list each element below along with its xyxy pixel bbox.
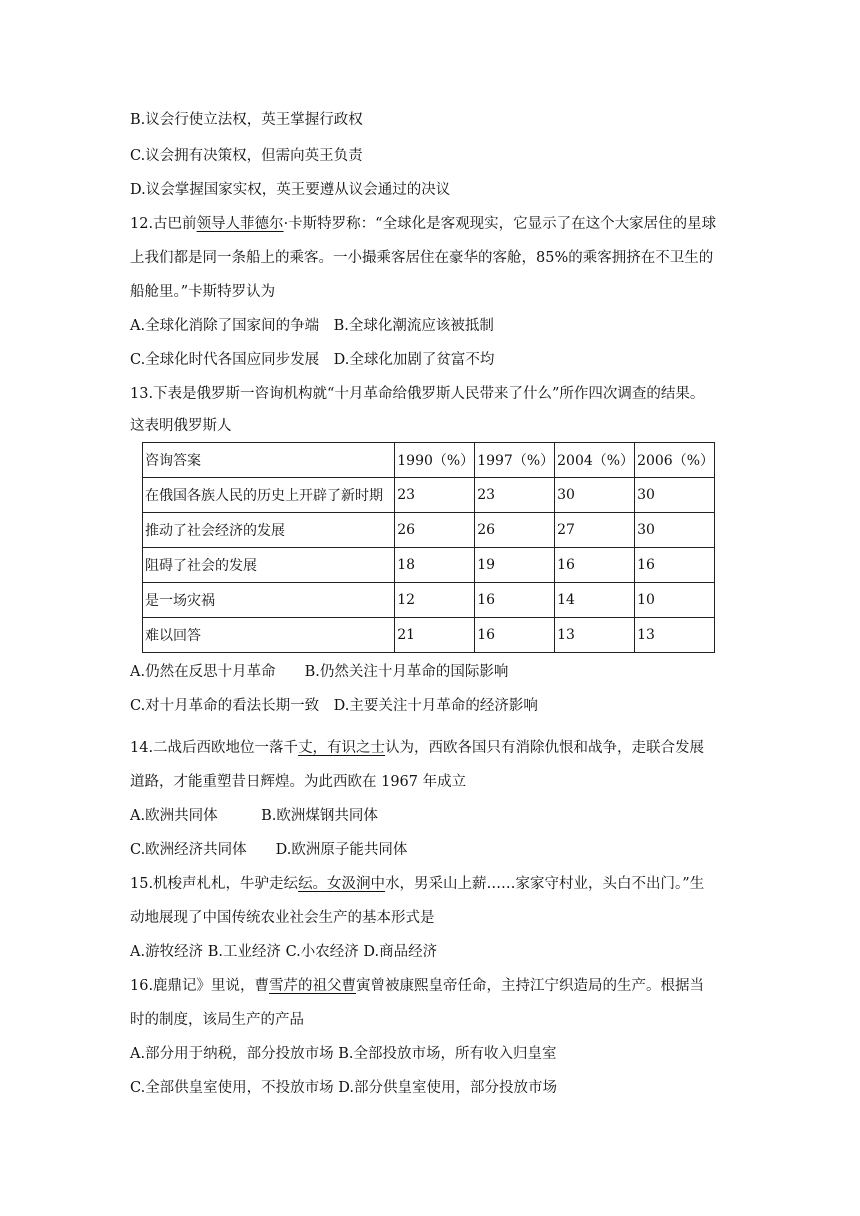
table-cell: 推动了社会经济的发展 <box>143 513 395 548</box>
q13-options-ab: A.仍然在反思十月革命 B.仍然关注十月革命的国际影响 <box>130 664 509 680</box>
table-cell: 21 <box>395 618 475 653</box>
table-cell: 18 <box>395 548 475 583</box>
q15-underlined-text: 纭。女汲涧中 <box>298 876 386 892</box>
q16-stem-line-2: 时的制度，该局生产的产品 <box>130 1012 304 1028</box>
q13-stem-line-1: 13.下表是俄罗斯一咨询机构就“十月革命给俄罗斯人民带来了什么”所作四次调查的结果。 <box>130 386 705 402</box>
table-cell: 23 <box>475 478 555 513</box>
q16-underlined-text: 雪芹的祖父曹 <box>269 978 357 994</box>
q16-options-ab: A.部分用于纳税，部分投放市场 B.全部投放市场，所有收入归皇室 <box>130 1046 557 1062</box>
q14-stem-line-2: 道路，才能重塑昔日辉煌。为此西欧在 1967 年成立 <box>130 774 467 790</box>
q15-stem-line-1 <box>130 874 704 894</box>
table-cell: 10 <box>635 583 715 618</box>
q14-stem-line-1 <box>130 738 704 758</box>
table-cell: 30 <box>555 478 635 513</box>
table-row <box>143 548 715 583</box>
table-cell: 14 <box>555 583 635 618</box>
table-cell: 13 <box>635 618 715 653</box>
table-cell: 阻碍了社会的发展 <box>143 548 395 583</box>
q14-underlined-text: 丈，有识之士 <box>298 740 386 756</box>
table-cell: 16 <box>555 548 635 583</box>
q13-stem-line-2: 这表明俄罗斯人 <box>130 418 232 434</box>
table-cell: 13 <box>555 618 635 653</box>
q16-stem-line-1 <box>130 976 704 996</box>
table-cell: 16 <box>635 548 715 583</box>
table-header-cell: 1990（%） <box>395 443 475 478</box>
q12-stem-line-3: 船舱里。”卡斯特罗认为 <box>130 284 276 300</box>
q12-stem-text: ·卡斯特罗称：“全球化是客观现实，它显示了在这个大家居住的星球 <box>283 216 717 232</box>
table-header-cell: 1997（%） <box>475 443 555 478</box>
table-header-cell: 2004（%） <box>555 443 635 478</box>
q12-stem-line-1 <box>130 214 716 234</box>
table-cell: 12 <box>395 583 475 618</box>
q16-stem-text: 寅曾被康熙皇帝任命，主持江宁织造局的生产。根据当 <box>356 978 705 994</box>
q14-stem-text: 14.二战后西欧地位一落千 <box>130 740 299 756</box>
table-row <box>143 513 715 548</box>
survey-table <box>142 442 715 653</box>
q12-options-cd: C.全球化时代各国应同步发展 D.全球化加剧了贫富不均 <box>130 352 495 368</box>
table-header-row <box>143 443 715 478</box>
q11-option-d: D.议会掌握国家实权，英王要遵从议会通过的决议 <box>130 182 451 198</box>
table-cell: 在俄国各族人民的历史上开辟了新时期 <box>143 478 395 513</box>
q12-underlined-text: 领导人菲德尔 <box>196 216 284 232</box>
q14-options-cd: C.欧洲经济共同体 D.欧洲原子能共同体 <box>130 842 408 858</box>
table-cell: 16 <box>475 618 555 653</box>
q12-stem-text: 12.古巴前 <box>130 216 197 232</box>
q15-stem-text: 水，男采山上薪……家家守村业，头白不出门。”生 <box>385 876 705 892</box>
table-row <box>143 478 715 513</box>
table-cell: 16 <box>475 583 555 618</box>
table-row <box>143 583 715 618</box>
q15-options: A.游牧经济 B.工业经济 C.小农经济 D.商品经济 <box>130 944 438 960</box>
q12-options-ab: A.全球化消除了国家间的争端 B.全球化潮流应该被抵制 <box>130 318 494 334</box>
table-cell: 27 <box>555 513 635 548</box>
table-cell: 26 <box>475 513 555 548</box>
q14-options-ab: A.欧洲共同体 B.欧洲煤钢共同体 <box>130 808 378 824</box>
table-row <box>143 618 715 653</box>
q14-stem-text: 认为，西欧各国只有消除仇恨和战争，走联合发展 <box>385 740 705 756</box>
q16-stem-text: 16.鹿鼎记》里说，曹 <box>130 978 270 994</box>
q11-option-b: B.议会行使立法权，英王掌握行政权 <box>130 112 363 128</box>
table-cell: 30 <box>635 478 715 513</box>
table-cell: 30 <box>635 513 715 548</box>
table-cell: 19 <box>475 548 555 583</box>
q15-stem-text: 15.机梭声札札，牛驴走纭 <box>130 876 299 892</box>
table-header-cell: 咨询答案 <box>143 443 395 478</box>
q15-stem-line-2: 动地展现了中国传统农业社会生产的基本形式是 <box>130 910 435 926</box>
table-header-cell: 2006（%） <box>635 443 715 478</box>
table-cell: 26 <box>395 513 475 548</box>
q16-options-cd: C.全部供皇室使用，不投放市场 D.部分供皇室使用，部分投放市场 <box>130 1080 558 1096</box>
table-cell: 是一场灾祸 <box>143 583 395 618</box>
table-cell: 23 <box>395 478 475 513</box>
q11-option-c: C.议会拥有决策权，但需向英王负责 <box>130 148 363 164</box>
q13-options-cd: C.对十月革命的看法长期一致 D.主要关注十月革命的经济影响 <box>130 698 538 714</box>
q12-stem-line-2: 上我们都是同一条船上的乘客。一小撮乘客居住在豪华的客舱，85%的乘客拥挤在不卫生的 <box>130 250 714 266</box>
table-cell: 难以回答 <box>143 618 395 653</box>
